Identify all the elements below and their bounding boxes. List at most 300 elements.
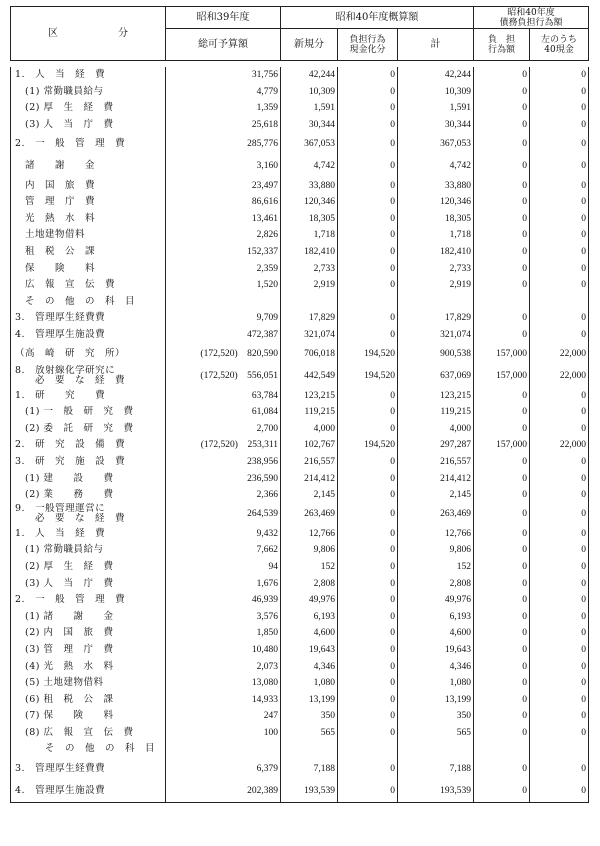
fy40-sub: 0 — [338, 725, 398, 742]
fy40-sub: 0 — [338, 758, 398, 780]
debt-amount: 0 — [474, 758, 530, 780]
fy40-new: 2,145 — [281, 487, 338, 504]
table-row — [11, 708, 589, 725]
fy40-total: 4,742 — [398, 155, 474, 177]
debt-amount: 0 — [474, 211, 530, 228]
debt-cash40: 0 — [530, 421, 589, 438]
debt-amount: 0 — [474, 503, 530, 525]
debt-amount: 0 — [474, 470, 530, 487]
debt-cash40: 0 — [530, 454, 589, 471]
fy40-sub: 0 — [338, 642, 398, 659]
fy39-budget: 9,709 — [166, 310, 281, 327]
fy39-budget: 10,480 — [166, 642, 281, 659]
debt-amount: 0 — [474, 675, 530, 692]
fy40-new: 102,767 — [281, 437, 338, 454]
debt-cash40 — [530, 741, 589, 758]
row-label: (1) 常勤職員給与 — [11, 542, 166, 559]
row-label: (3) 人 当 庁 費 — [11, 117, 166, 134]
fy39-budget: 63,784 — [166, 387, 281, 404]
row-label: 広 報 宣 伝 費 — [11, 277, 166, 294]
fy39-budget: 23,497 — [166, 177, 281, 194]
debt-amount: 157,000 — [474, 365, 530, 387]
row-label: 租 税 公 課 — [11, 244, 166, 261]
header-fy40-total: 計 — [398, 29, 474, 61]
fy40-total — [398, 741, 474, 758]
debt-amount — [474, 741, 530, 758]
fy40-total: 2,919 — [398, 277, 474, 294]
debt-amount: 0 — [474, 277, 530, 294]
row-label: 光 熱 水 料 — [11, 211, 166, 228]
fy39-budget: (172,520) 253,311 — [166, 437, 281, 454]
table-row — [11, 260, 589, 277]
table-row — [11, 675, 589, 692]
row-label: (4) 光 熱 水 料 — [11, 658, 166, 675]
fy40-new: 2,733 — [281, 260, 338, 277]
fy40-sub: 0 — [338, 404, 398, 421]
debt-cash40: 0 — [530, 725, 589, 742]
debt-amount: 0 — [474, 404, 530, 421]
fy40-sub: 0 — [338, 675, 398, 692]
fy40-sub: 0 — [338, 691, 398, 708]
fy40-total: 350 — [398, 708, 474, 725]
fy39-budget: 2,366 — [166, 487, 281, 504]
fy40-total: 49,976 — [398, 592, 474, 609]
fy40-new: 182,410 — [281, 244, 338, 261]
fy40-sub: 0 — [338, 525, 398, 542]
table-row — [11, 327, 589, 344]
fy40-sub: 0 — [338, 327, 398, 344]
debt-amount: 0 — [474, 327, 530, 344]
debt-amount: 0 — [474, 592, 530, 609]
row-label: 9. 一般管理運営に 必 要 な 経 費 — [11, 503, 166, 525]
fy40-new: 6,193 — [281, 608, 338, 625]
debt-amount: 0 — [474, 487, 530, 504]
fy40-total: 6,193 — [398, 608, 474, 625]
debt-amount: 0 — [474, 625, 530, 642]
table-row — [11, 559, 589, 576]
debt-cash40: 0 — [530, 575, 589, 592]
fy40-new: 1,591 — [281, 100, 338, 117]
fy40-total: 367,053 — [398, 133, 474, 155]
fy40-new: 706,018 — [281, 343, 338, 365]
fy40-sub: 0 — [338, 542, 398, 559]
table-row — [11, 454, 589, 471]
row-label: (2) 業 務 費 — [11, 487, 166, 504]
table-row — [11, 470, 589, 487]
row-label: 2. 一 般 管 理 費 — [11, 592, 166, 609]
fy40-new: 18,305 — [281, 211, 338, 228]
row-label: 2. 一 般 管 理 費 — [11, 133, 166, 155]
fy40-new: 13,199 — [281, 691, 338, 708]
fy40-total: 900,538 — [398, 343, 474, 365]
fy39-budget: 6,379 — [166, 758, 281, 780]
debt-cash40: 0 — [530, 542, 589, 559]
fy39-budget: 1,676 — [166, 575, 281, 592]
fy40-sub: 0 — [338, 592, 398, 609]
fy39-budget: 25,618 — [166, 117, 281, 134]
fy40-total: 4,600 — [398, 625, 474, 642]
fy39-budget: 3,160 — [166, 155, 281, 177]
debt-cash40: 0 — [530, 327, 589, 344]
fy39-budget: 472,387 — [166, 327, 281, 344]
debt-cash40: 0 — [530, 708, 589, 725]
fy40-new: 4,600 — [281, 625, 338, 642]
debt-amount: 0 — [474, 67, 530, 84]
fy40-new — [281, 741, 338, 758]
fy40-sub: 0 — [338, 608, 398, 625]
fy40-sub: 0 — [338, 84, 398, 101]
fy40-sub: 0 — [338, 310, 398, 327]
table-row — [11, 155, 589, 177]
fy40-total: 7,188 — [398, 758, 474, 780]
fy40-total: 42,244 — [398, 67, 474, 84]
fy40-new: 193,539 — [281, 780, 338, 803]
fy39-budget: 202,389 — [166, 780, 281, 803]
fy39-budget: 2,826 — [166, 227, 281, 244]
row-label: 諸 謝 金 — [11, 155, 166, 177]
table-row — [11, 227, 589, 244]
table-row — [11, 177, 589, 194]
fy40-sub: 194,520 — [338, 365, 398, 387]
debt-amount: 0 — [474, 194, 530, 211]
fy40-sub: 0 — [338, 708, 398, 725]
fy40-new: 152 — [281, 559, 338, 576]
debt-cash40: 0 — [530, 84, 589, 101]
fy40-total: 12,766 — [398, 525, 474, 542]
fy40-total: 637,069 — [398, 365, 474, 387]
header-fy39-bottom: 総可予算額 — [166, 29, 281, 61]
fy40-new: 30,344 — [281, 117, 338, 134]
debt-amount: 0 — [474, 725, 530, 742]
debt-cash40: 22,000 — [530, 437, 589, 454]
fy39-budget: (172,520) 820,590 — [166, 343, 281, 365]
fy40-total: 33,880 — [398, 177, 474, 194]
header-fy40-group: 昭和40年度概算額 — [281, 7, 474, 29]
fy39-budget — [166, 741, 281, 758]
debt-amount: 0 — [474, 542, 530, 559]
debt-cash40: 0 — [530, 177, 589, 194]
header-debt-b: 左のうち 40現金 — [530, 29, 589, 61]
debt-cash40: 0 — [530, 503, 589, 525]
row-label: (2) 内 国 旅 費 — [11, 625, 166, 642]
fy40-new: 123,215 — [281, 387, 338, 404]
fy40-sub: 0 — [338, 387, 398, 404]
fy40-sub: 0 — [338, 100, 398, 117]
fy40-total: 216,557 — [398, 454, 474, 471]
row-label: (3) 人 当 庁 費 — [11, 575, 166, 592]
fy40-new: 442,549 — [281, 365, 338, 387]
fy39-budget: 7,662 — [166, 542, 281, 559]
table-row — [11, 503, 589, 525]
table-row — [11, 625, 589, 642]
row-label: (3) 管 理 庁 費 — [11, 642, 166, 659]
fy40-total: 4,000 — [398, 421, 474, 438]
debt-amount: 0 — [474, 525, 530, 542]
row-label: (6) 租 税 公 課 — [11, 691, 166, 708]
debt-cash40: 0 — [530, 277, 589, 294]
debt-cash40: 0 — [530, 642, 589, 659]
debt-cash40: 0 — [530, 470, 589, 487]
debt-cash40: 22,000 — [530, 365, 589, 387]
fy40-sub — [338, 294, 398, 311]
table-row — [11, 658, 589, 675]
debt-amount: 0 — [474, 310, 530, 327]
debt-cash40: 0 — [530, 387, 589, 404]
fy40-sub: 0 — [338, 194, 398, 211]
debt-cash40: 0 — [530, 227, 589, 244]
fy40-new — [281, 294, 338, 311]
fy40-total: 18,305 — [398, 211, 474, 228]
fy39-budget: 238,956 — [166, 454, 281, 471]
fy39-budget: 152,337 — [166, 244, 281, 261]
fy40-total: 120,346 — [398, 194, 474, 211]
table-row — [11, 725, 589, 742]
fy40-new: 350 — [281, 708, 338, 725]
fy39-budget: 100 — [166, 725, 281, 742]
fy39-budget: 264,539 — [166, 503, 281, 525]
fy40-total: 1,718 — [398, 227, 474, 244]
header-fy39-top: 昭和39年度 — [166, 7, 281, 29]
debt-amount: 0 — [474, 421, 530, 438]
fy39-budget — [166, 294, 281, 311]
row-label: 内 国 旅 費 — [11, 177, 166, 194]
row-label: 1. 研 究 費 — [11, 387, 166, 404]
debt-amount: 0 — [474, 575, 530, 592]
fy40-new: 2,919 — [281, 277, 338, 294]
debt-amount: 0 — [474, 177, 530, 194]
fy40-sub: 0 — [338, 177, 398, 194]
table-row — [11, 592, 589, 609]
fy40-sub: 0 — [338, 155, 398, 177]
fy39-budget: 247 — [166, 708, 281, 725]
table-row — [11, 437, 589, 454]
debt-amount: 0 — [474, 117, 530, 134]
fy40-total: 19,643 — [398, 642, 474, 659]
table-row — [11, 117, 589, 134]
debt-cash40 — [530, 294, 589, 311]
fy40-sub — [338, 741, 398, 758]
header-kubun: 区 分 — [11, 7, 166, 61]
row-label: 1. 人 当 経 費 — [11, 67, 166, 84]
fy40-new: 216,557 — [281, 454, 338, 471]
fy39-budget: 285,776 — [166, 133, 281, 155]
fy39-budget: 2,700 — [166, 421, 281, 438]
fy40-sub: 0 — [338, 133, 398, 155]
table-row — [11, 211, 589, 228]
fy40-new: 214,412 — [281, 470, 338, 487]
fy40-new: 4,742 — [281, 155, 338, 177]
debt-cash40: 0 — [530, 758, 589, 780]
fy39-budget: 9,432 — [166, 525, 281, 542]
row-label: (2) 厚 生 経 費 — [11, 559, 166, 576]
row-label: (1) 一 般 研 究 費 — [11, 404, 166, 421]
debt-cash40: 0 — [530, 592, 589, 609]
fy40-total: 2,733 — [398, 260, 474, 277]
fy40-total: 182,410 — [398, 244, 474, 261]
fy40-new: 263,469 — [281, 503, 338, 525]
table-row — [11, 525, 589, 542]
fy39-budget: 86,616 — [166, 194, 281, 211]
row-label: 土地建物借料 — [11, 227, 166, 244]
table-row — [11, 365, 589, 387]
debt-cash40: 0 — [530, 559, 589, 576]
fy40-total: 565 — [398, 725, 474, 742]
debt-amount: 0 — [474, 100, 530, 117]
fy40-sub: 0 — [338, 780, 398, 803]
fy40-total: 263,469 — [398, 503, 474, 525]
row-label: 8. 放射線化学研究に 必 要 な 経 費 — [11, 365, 166, 387]
fy40-total: 2,145 — [398, 487, 474, 504]
fy40-new: 1,718 — [281, 227, 338, 244]
debt-cash40: 0 — [530, 117, 589, 134]
fy40-new: 9,806 — [281, 542, 338, 559]
table-row — [11, 608, 589, 625]
fy39-budget: 1,520 — [166, 277, 281, 294]
debt-amount: 0 — [474, 454, 530, 471]
table-row — [11, 100, 589, 117]
fy40-sub: 194,520 — [338, 437, 398, 454]
fy40-new: 19,643 — [281, 642, 338, 659]
debt-cash40: 0 — [530, 133, 589, 155]
fy40-sub: 0 — [338, 117, 398, 134]
fy40-total: 119,215 — [398, 404, 474, 421]
table-row — [11, 84, 589, 101]
fy39-budget: 1,850 — [166, 625, 281, 642]
table-row — [11, 277, 589, 294]
fy40-new: 120,346 — [281, 194, 338, 211]
row-label: 3. 管理厚生経費費 — [11, 310, 166, 327]
fy40-sub: 0 — [338, 67, 398, 84]
debt-amount: 0 — [474, 642, 530, 659]
table-row — [11, 343, 589, 365]
row-label: 管 理 庁 費 — [11, 194, 166, 211]
table-row — [11, 691, 589, 708]
fy40-total: 321,074 — [398, 327, 474, 344]
fy39-budget: 13,461 — [166, 211, 281, 228]
fy39-budget: 2,359 — [166, 260, 281, 277]
debt-cash40: 0 — [530, 155, 589, 177]
fy40-new: 2,808 — [281, 575, 338, 592]
debt-cash40: 0 — [530, 260, 589, 277]
fy39-budget: 236,590 — [166, 470, 281, 487]
debt-cash40: 22,000 — [530, 343, 589, 365]
debt-amount: 157,000 — [474, 437, 530, 454]
table-row — [11, 194, 589, 211]
debt-amount — [474, 294, 530, 311]
row-label: (5) 土地建物借料 — [11, 675, 166, 692]
row-label: 3. 研 究 施 設 費 — [11, 454, 166, 471]
fy40-total: 2,808 — [398, 575, 474, 592]
debt-amount: 0 — [474, 260, 530, 277]
fy40-new: 10,309 — [281, 84, 338, 101]
debt-cash40: 0 — [530, 625, 589, 642]
fy40-sub: 0 — [338, 421, 398, 438]
debt-amount: 0 — [474, 155, 530, 177]
fy40-total: 13,199 — [398, 691, 474, 708]
fy40-sub: 0 — [338, 487, 398, 504]
fy40-total — [398, 294, 474, 311]
debt-amount: 0 — [474, 608, 530, 625]
fy40-new: 42,244 — [281, 67, 338, 84]
fy40-new: 367,053 — [281, 133, 338, 155]
debt-cash40: 0 — [530, 608, 589, 625]
debt-amount: 157,000 — [474, 343, 530, 365]
fy40-total: 214,412 — [398, 470, 474, 487]
fy40-sub: 0 — [338, 227, 398, 244]
table-row — [11, 542, 589, 559]
header-debt-group: 昭和40年度 債務負担行為額 — [474, 7, 589, 29]
fy40-sub: 0 — [338, 559, 398, 576]
row-label: （高 崎 研 究 所） — [11, 343, 166, 365]
debt-cash40: 0 — [530, 487, 589, 504]
debt-amount: 0 — [474, 691, 530, 708]
debt-cash40: 0 — [530, 310, 589, 327]
debt-cash40: 0 — [530, 244, 589, 261]
table-row — [11, 642, 589, 659]
debt-amount: 0 — [474, 708, 530, 725]
table-row — [11, 133, 589, 155]
table-row — [11, 741, 589, 758]
fy40-total: 30,344 — [398, 117, 474, 134]
debt-cash40: 0 — [530, 525, 589, 542]
debt-amount: 0 — [474, 559, 530, 576]
row-label: 4. 管理厚生施設費 — [11, 327, 166, 344]
header-fy40-new: 新規分 — [281, 29, 338, 61]
fy40-new: 7,188 — [281, 758, 338, 780]
debt-amount: 0 — [474, 658, 530, 675]
debt-cash40: 0 — [530, 691, 589, 708]
row-label: (1) 常勤職員給与 — [11, 84, 166, 101]
row-label: そ の 他 の 科 目 — [11, 294, 166, 311]
fy40-sub: 0 — [338, 658, 398, 675]
debt-cash40: 0 — [530, 658, 589, 675]
debt-amount: 0 — [474, 387, 530, 404]
fy40-new: 565 — [281, 725, 338, 742]
table-row — [11, 487, 589, 504]
fy39-budget: 4,779 — [166, 84, 281, 101]
fy40-sub: 0 — [338, 470, 398, 487]
fy39-budget: (172,520) 556,051 — [166, 365, 281, 387]
table-row — [11, 387, 589, 404]
fy40-sub: 0 — [338, 277, 398, 294]
row-label: そ の 他 の 科 目 — [11, 741, 166, 758]
fy40-sub: 0 — [338, 625, 398, 642]
fy40-total: 152 — [398, 559, 474, 576]
debt-amount: 0 — [474, 84, 530, 101]
fy39-budget: 14,933 — [166, 691, 281, 708]
fy40-new: 119,215 — [281, 404, 338, 421]
fy39-budget: 31,756 — [166, 67, 281, 84]
fy40-new: 4,346 — [281, 658, 338, 675]
fy40-sub: 0 — [338, 211, 398, 228]
fy39-budget: 3,576 — [166, 608, 281, 625]
fy40-sub: 0 — [338, 575, 398, 592]
table-row — [11, 294, 589, 311]
debt-cash40: 0 — [530, 404, 589, 421]
table-row — [11, 244, 589, 261]
table-row — [11, 67, 589, 84]
debt-cash40: 0 — [530, 67, 589, 84]
row-label: (2) 厚 生 経 費 — [11, 100, 166, 117]
row-label: 保 険 料 — [11, 260, 166, 277]
fy40-total: 17,829 — [398, 310, 474, 327]
fy40-total: 123,215 — [398, 387, 474, 404]
debt-amount: 0 — [474, 780, 530, 803]
fy40-new: 49,976 — [281, 592, 338, 609]
fy40-new: 1,080 — [281, 675, 338, 692]
fy40-sub: 0 — [338, 503, 398, 525]
debt-amount: 0 — [474, 227, 530, 244]
